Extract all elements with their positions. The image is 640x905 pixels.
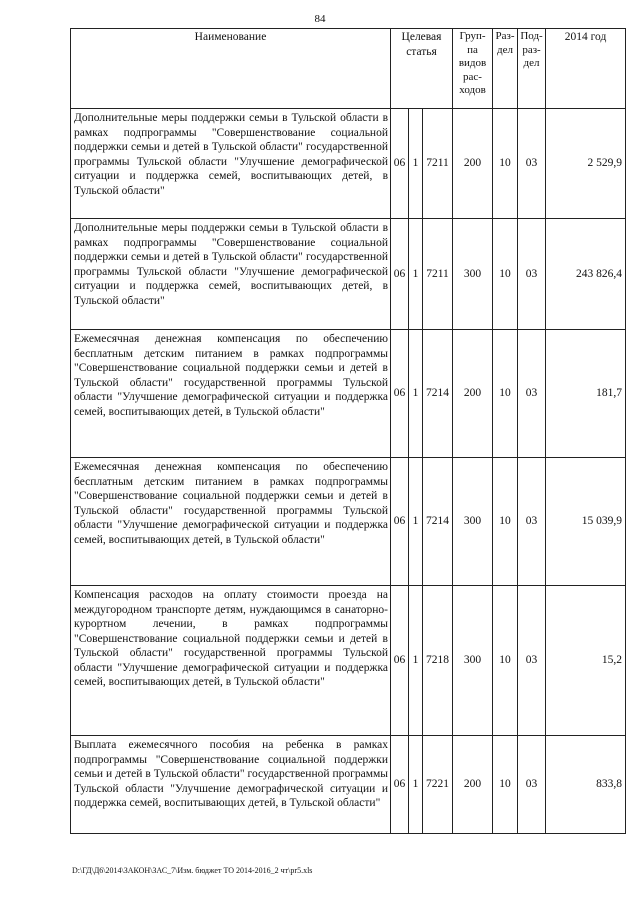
target-article-program: 06 [391,109,409,219]
amount-2014: 243 826,4 [546,219,626,330]
table-row [71,330,626,458]
table-row [71,458,626,586]
expense-group: 200 [453,736,493,834]
subsection-code: 03 [518,736,546,834]
section-code: 10 [493,330,518,458]
table-row [71,109,626,219]
section-code: 10 [493,736,518,834]
target-article-code: 7211 [423,109,453,219]
table-row [71,736,626,834]
target-article-subprogram: 1 [409,586,423,736]
row-name: Ежемесячная денежная компенсация по обеспечению бесплатным детским питанием в рамках подпрограммы "Совершенствование социальной поддержки семьи и детей в Тульской области" государственной программы Тульской области "Улучшение демографической ситуации и поддержка семей, воспитывающих детей, в Тульской области" [71,458,391,586]
section-code: 10 [493,458,518,586]
target-article-subprogram: 1 [409,330,423,458]
amount-2014: 15,2 [546,586,626,736]
page-number: 84 [314,13,326,25]
expense-group: 300 [453,219,493,330]
amount-2014: 2 529,9 [546,109,626,219]
expense-group: 200 [453,330,493,458]
header-section: Раз-дел [493,29,518,109]
target-article-program: 06 [391,219,409,330]
subsection-code: 03 [518,458,546,586]
budget-table [70,28,626,834]
target-article-program: 06 [391,458,409,586]
subsection-code: 03 [518,109,546,219]
expense-group: 300 [453,458,493,586]
row-name: Выплата ежемесячного пособия на ребенка в рамках подпрограммы "Совершенствование социальной поддержки семьи и детей в Тульской области" государственной программы Тульской области "Улучшение демографической ситуации и поддержка семей, воспитывающих детей, в Тульской области" [71,736,391,834]
subsection-code: 03 [518,586,546,736]
table-row [71,219,626,330]
amount-2014: 15 039,9 [546,458,626,586]
section-code: 10 [493,586,518,736]
target-article-subprogram: 1 [409,109,423,219]
target-article-code: 7218 [423,586,453,736]
header-expense-group: Груп-па видов рас-ходов [453,29,493,109]
target-article-code: 7214 [423,330,453,458]
row-name: Дополнительные меры поддержки семьи в Тульской области в рамках подпрограммы "Совершенствование социальной поддержки семьи и детей в Тульской области" государственной программы Тульской области "Улучшение демографической ситуации и поддержка семей, воспитывающих детей, в Тульской области" [71,219,391,330]
target-article-subprogram: 1 [409,736,423,834]
target-article-subprogram: 1 [409,219,423,330]
amount-2014: 181,7 [546,330,626,458]
header-subsection: Под-раз-дел [518,29,546,109]
target-article-code: 7211 [423,219,453,330]
subsection-code: 03 [518,330,546,458]
header-row [71,29,626,109]
header-year: 2014 год [546,29,626,109]
target-article-code: 7214 [423,458,453,586]
file-path-footer: D:\ГД\Д6\2014\ЗАКОН\ЗАС_7\Изм. бюджет ТО 2014-2016_2 чт\pr5.xls [72,866,313,875]
header-target-article: Целевая статья [391,29,453,109]
target-article-subprogram: 1 [409,458,423,586]
row-name: Дополнительные меры поддержки семьи в Тульской области в рамках подпрограммы "Совершенствование социальной поддержки семьи и детей в Тульской области" государственной программы Тульской области "Улучшение демографической ситуации и поддержка семей, воспитывающих детей, в Тульской области" [71,109,391,219]
expense-group: 300 [453,586,493,736]
target-article-program: 06 [391,736,409,834]
target-article-program: 06 [391,586,409,736]
header-name: Наименование [71,29,391,109]
row-name: Компенсация расходов на оплату стоимости проезда на междугородном транспорте детям, нуждающимся в санаторно-курортном лечении, в рамках подпрограммы "Совершенствование социальной поддержки семьи и детей в Тульской области" государственной программы Тульской области "Улучшение демографической ситуации и поддержка семей, воспитывающих детей, в Тульской области" [71,586,391,736]
row-name: Ежемесячная денежная компенсация по обеспечению бесплатным детским питанием в рамках подпрограммы "Совершенствование социальной поддержки семьи и детей в Тульской области" государственной программы Тульской области "Улучшение демографической ситуации и поддержка семей, воспитывающих детей, в Тульской области" [71,330,391,458]
expense-group: 200 [453,109,493,219]
section-code: 10 [493,219,518,330]
target-article-code: 7221 [423,736,453,834]
section-code: 10 [493,109,518,219]
table-row [71,586,626,736]
target-article-program: 06 [391,330,409,458]
amount-2014: 833,8 [546,736,626,834]
subsection-code: 03 [518,219,546,330]
